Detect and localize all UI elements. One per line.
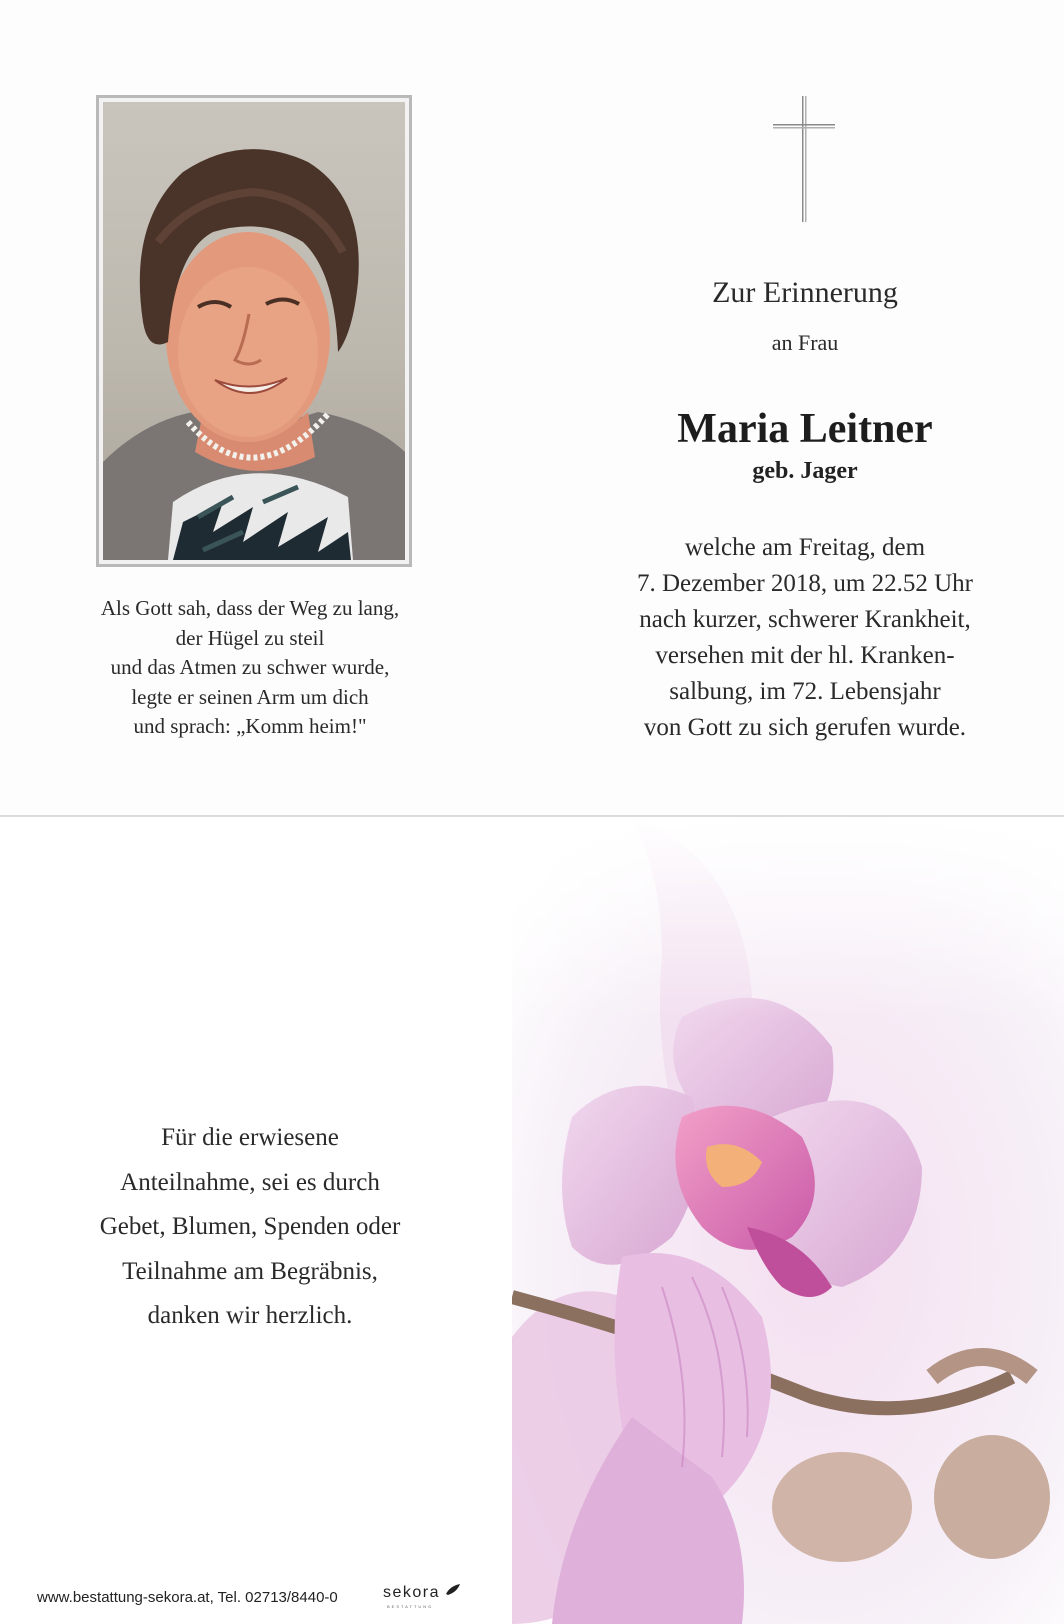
announcement-line: 7. Dezember 2018, um 22.52 Uhr bbox=[636, 570, 974, 597]
thanks-line: Teilnahme am Begräbnis, bbox=[122, 1257, 378, 1285]
portrait-frame bbox=[96, 95, 412, 567]
death-announcement bbox=[580, 530, 1030, 746]
sekora-logo-subtext: BESTATTUNG bbox=[387, 1604, 434, 1609]
footer bbox=[37, 1584, 517, 1612]
poem-line: und sprach: „Komm heim!" bbox=[133, 714, 367, 738]
thanks-line: danken wir herzlich. bbox=[147, 1302, 353, 1329]
leaf-icon bbox=[446, 1584, 460, 1596]
footer-contact: www.bestattung-sekora.at, Tel. 02713/8440-0 bbox=[37, 1589, 338, 1606]
poem-line: legte er seinen Arm um dich bbox=[131, 684, 369, 709]
portrait-photo bbox=[103, 102, 405, 560]
announcement-line: welche am Freitag, dem bbox=[684, 534, 926, 561]
thanks-line: Gebet, Blumen, Spenden oder bbox=[99, 1213, 401, 1240]
memorial-title: Zur Erinnerung bbox=[712, 276, 898, 309]
poem-line: und das Atmen zu schwer wurde, bbox=[110, 655, 390, 679]
deceased-name: Maria Leitner bbox=[677, 406, 933, 452]
announcement-line: von Gott zu sich gerufen wurde. bbox=[643, 714, 967, 741]
maiden-name: geb. Jager bbox=[752, 458, 858, 484]
sekora-logo: sekora bbox=[383, 1584, 441, 1601]
thanks-text bbox=[40, 1116, 460, 1339]
orchid-image bbox=[512, 817, 1064, 1624]
announcement-line: versehen mit der hl. Kranken- bbox=[655, 642, 955, 669]
cross-icon bbox=[773, 96, 835, 222]
thanks-line: Für die erwiesene bbox=[161, 1124, 339, 1151]
poem-line: Als Gott sah, dass der Weg zu lang, bbox=[100, 596, 400, 620]
poem bbox=[40, 594, 460, 742]
poem-line: der Hügel zu steil bbox=[175, 625, 325, 650]
announcement-line: salbung, im 72. Lebensjahr bbox=[669, 678, 941, 705]
salutation: an Frau bbox=[771, 330, 839, 355]
thanks-line: Anteilnahme, sei es durch bbox=[120, 1168, 380, 1196]
announcement-line: nach kurzer, schwerer Krankheit, bbox=[639, 606, 971, 633]
